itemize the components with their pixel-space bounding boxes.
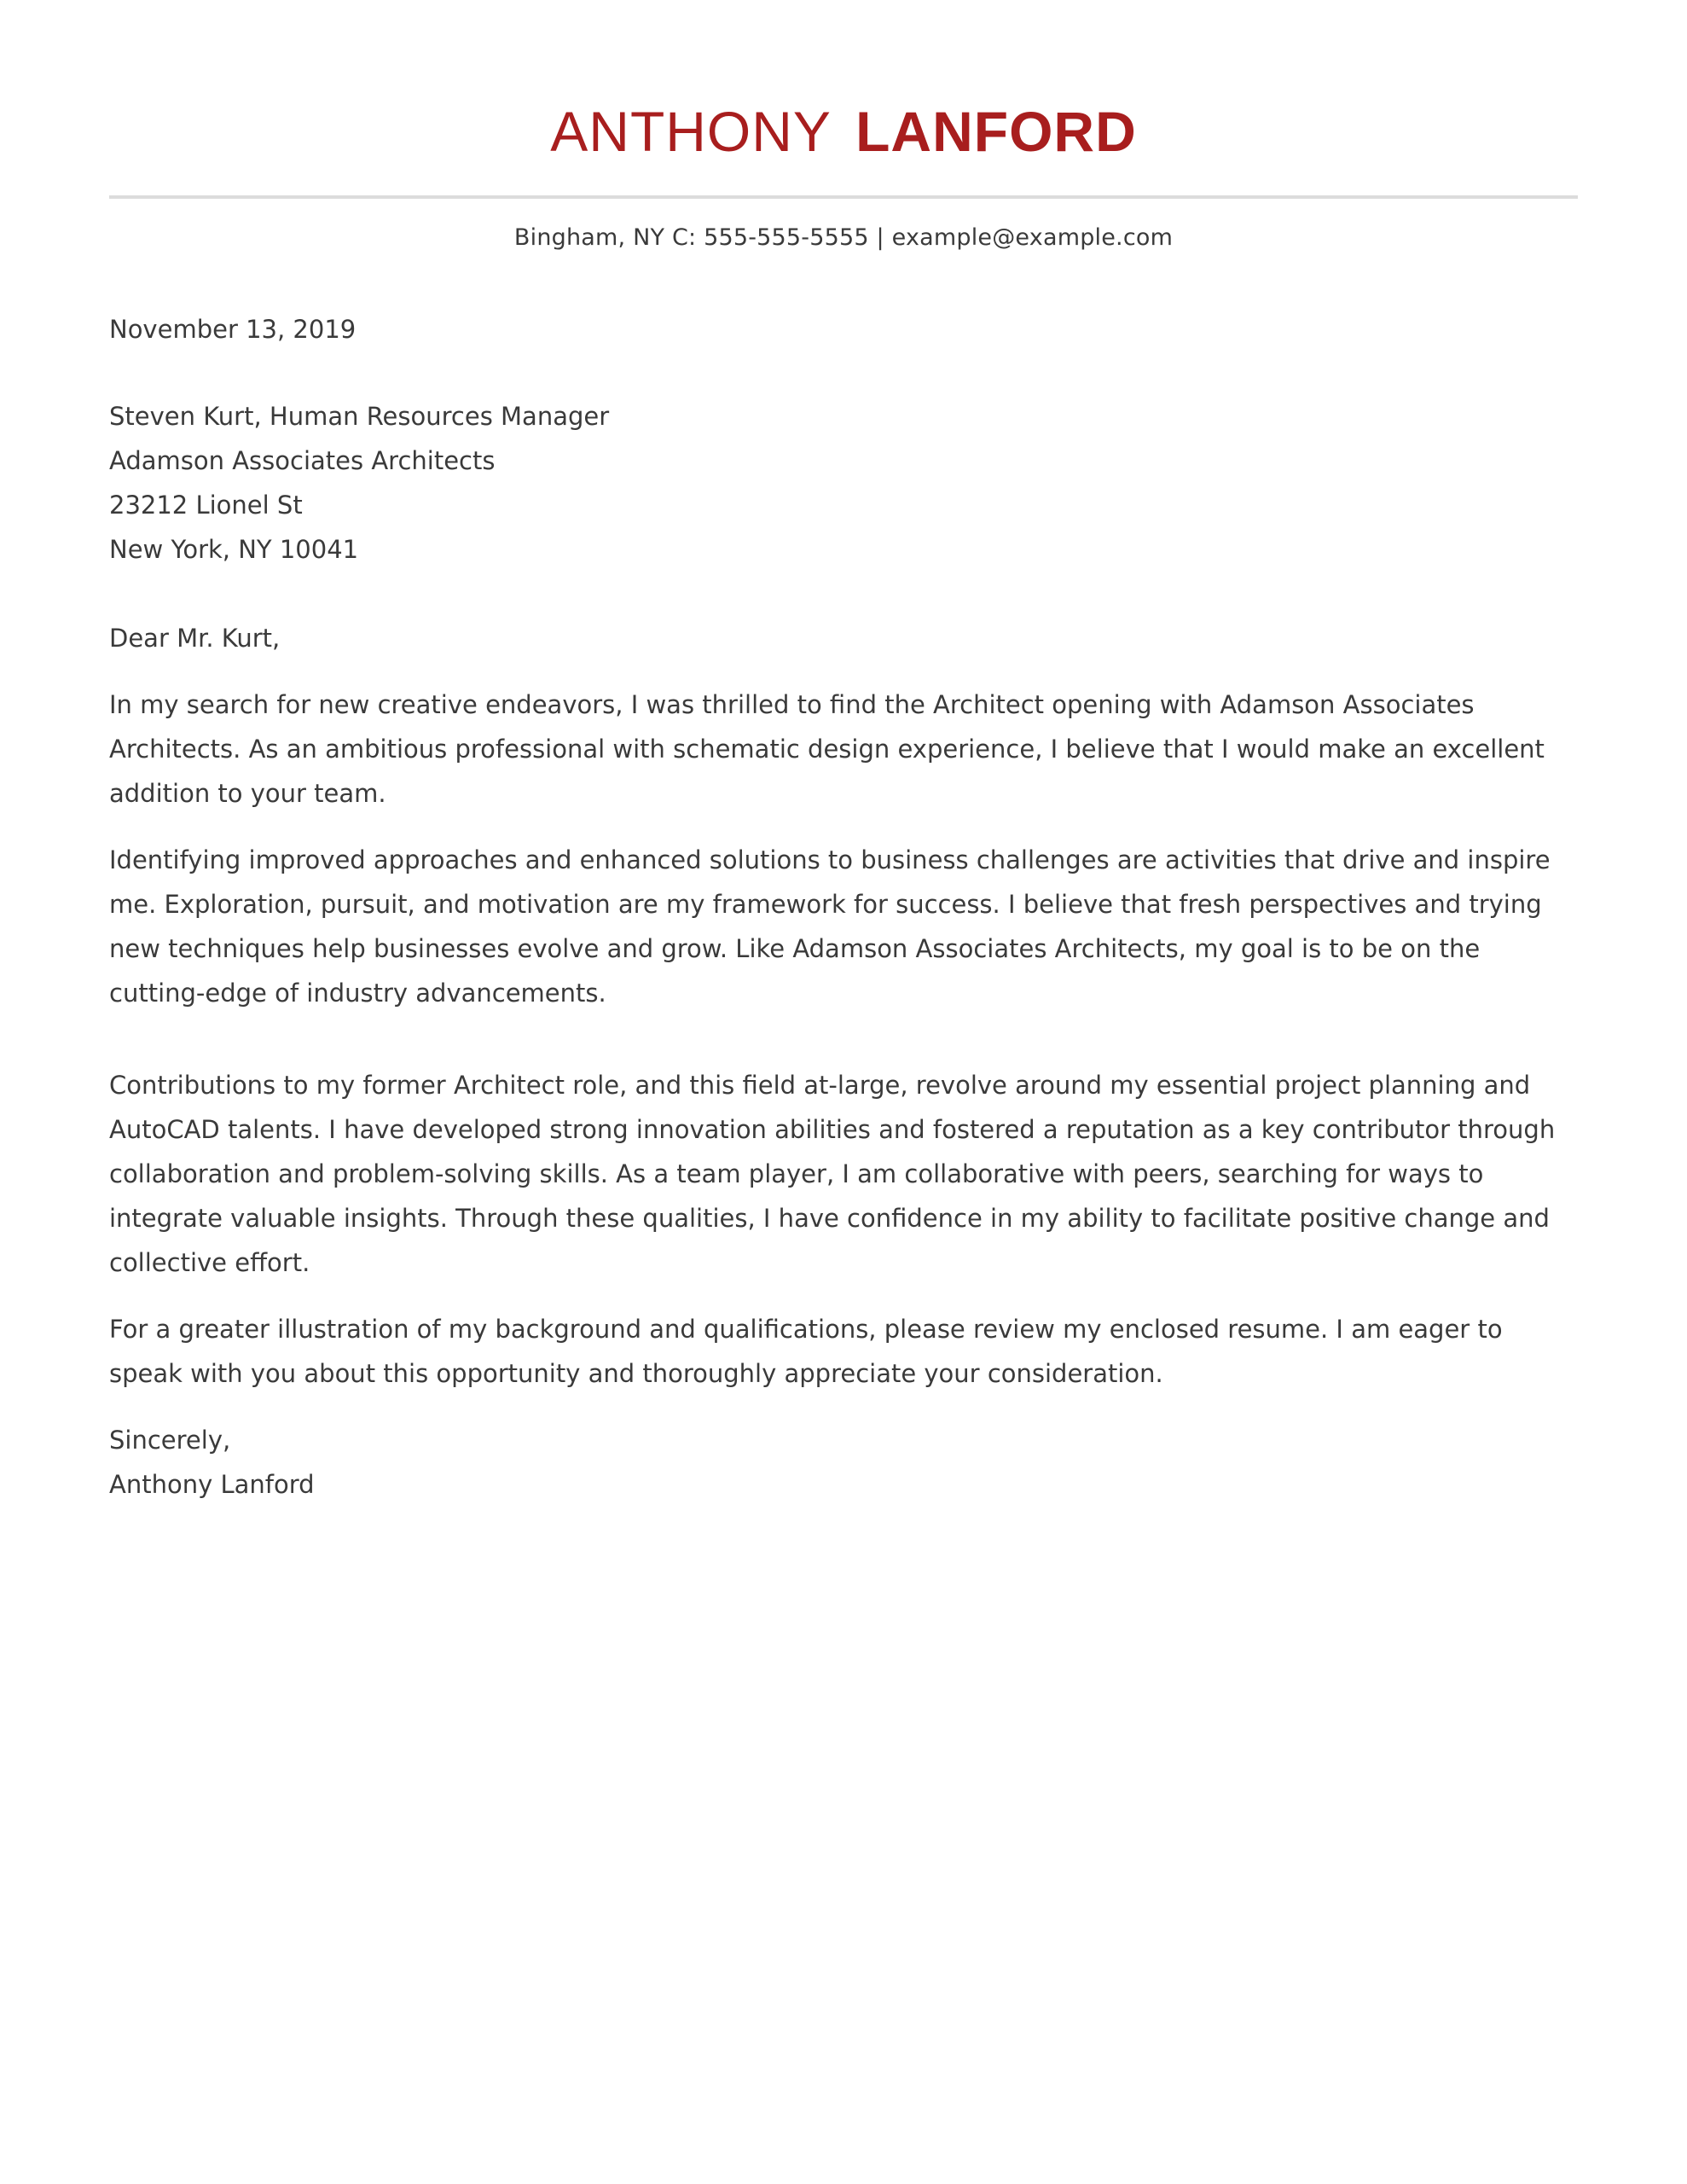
header-divider [109,195,1578,199]
signature-name: Anthony Lanford [109,1469,315,1499]
recipient-company: Adamson Associates Architects [109,445,496,475]
recipient-name-title: Steven Kurt, Human Resources Manager [109,401,610,431]
applicant-name [0,101,1687,163]
salutation: Dear Mr. Kurt, [109,623,281,653]
recipient-block [109,394,1559,572]
contact-line: Bingham, NY C: 555-555-5555 | example@example.com [513,224,1174,251]
paragraph-motivation: Identifying improved approaches and enhanced solutions to business challenges are activities that drive and inspire me. Exploration, pursuit, and motivation are my framework for success. I believe that fresh perspectives and trying new techniques help businesses evolve and grow. Like Adamson Associates Architects, my goal is to be on the cutting-edge of industry advancements. [109,845,1551,1008]
applicant-first-name: ANTHONY [550,100,831,163]
letter-date: November 13, 2019 [109,314,357,344]
recipient-city-state-zip: New York, NY 10041 [109,534,359,564]
paragraph-skills: Contributions to my former Architect role, and this field at-large, revolve around my essential project planning and AutoCAD talents. I have developed strong innovation abilities and fostered a reputation as a key contributor through collaboration and problem-solving skills. As a team player, I am collaborative with peers, searching for ways to integrate valuable insights. Through these qualities, I have confidence in my ability to facilitate positive change and collective effort. [109,1070,1556,1277]
paragraph-call-to-action: For a greater illustration of my background and qualifications, please review my enclosed resume. I am eager to speak with you about this opportunity and thoroughly appreciate your consideration. [109,1314,1503,1388]
letter-header [0,0,1687,251]
letter-body [0,307,1687,1507]
applicant-last-name: LANFORD [855,100,1137,163]
paragraph-intro: In my search for new creative endeavors, I was thrilled to find the Architect opening with Adamson Associates Architects. As an ambitious professional with schematic design experience, I believe that I would make an excellent addition to your team. [109,689,1545,808]
recipient-street: 23212 Lionel St [109,490,303,520]
closing-line: Sincerely, [109,1425,231,1455]
